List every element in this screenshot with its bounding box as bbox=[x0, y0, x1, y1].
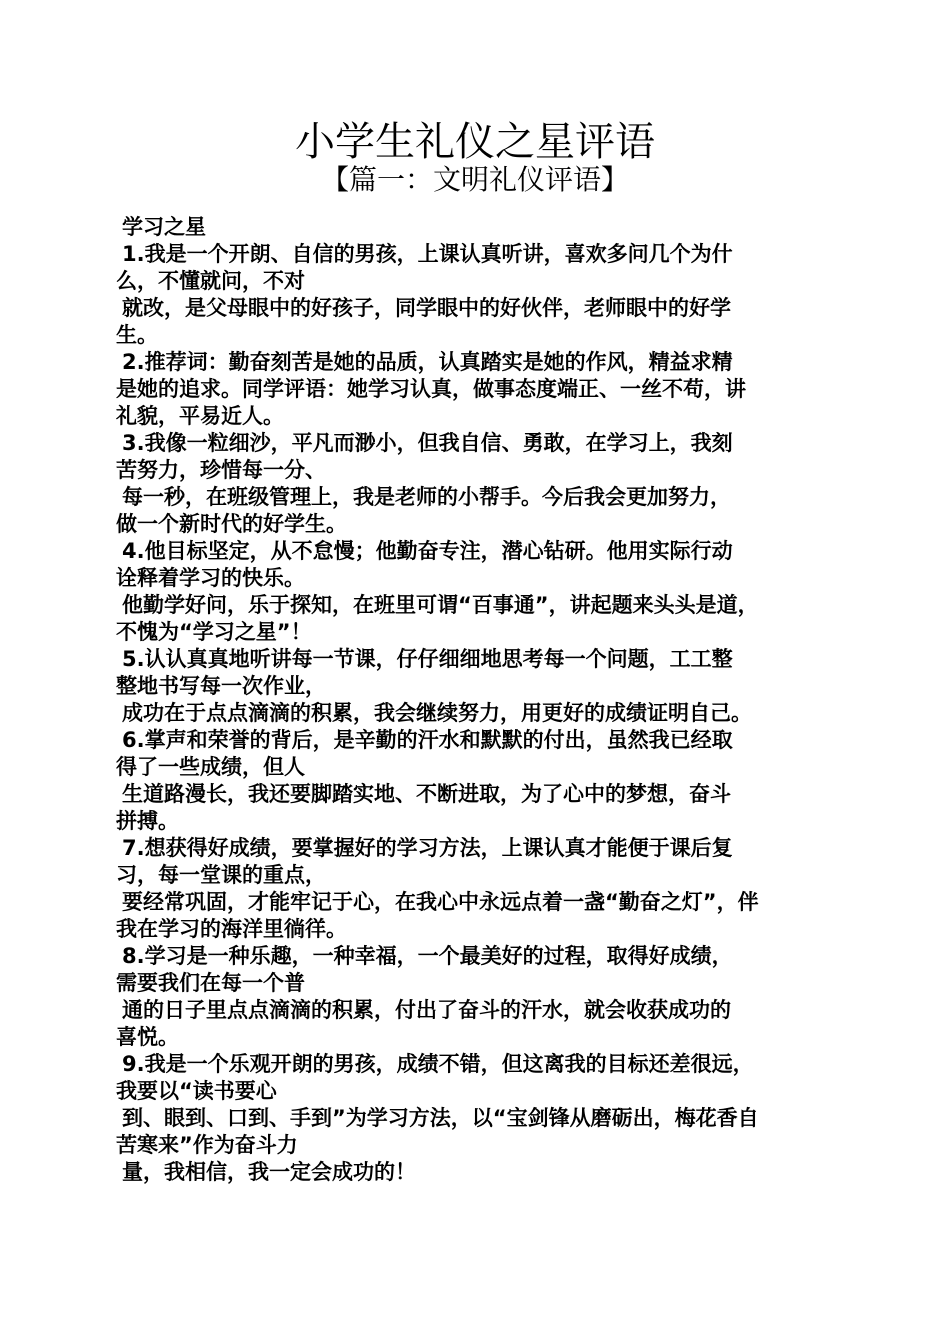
document-title: 小学生礼仪之星评语 bbox=[295, 119, 655, 165]
document-body bbox=[116, 214, 836, 1186]
text-line: 我要以“读书要心 bbox=[116, 1079, 277, 1103]
text-line: 就改，是父母眼中的好孩子，同学眼中的好伙伴，老师眼中的好学 bbox=[122, 296, 731, 320]
text-line: 苦努力，珍惜每一分、 bbox=[116, 458, 326, 482]
text-line: 不愧为“学习之星”！ bbox=[116, 620, 312, 644]
text-line: 他勤学好问，乐于探知，在班里可谓“百事通”，讲起题来头头是道， bbox=[122, 593, 759, 617]
text-line: 生道路漫长，我还要脚踏实地、不断进取，为了心中的梦想，奋斗 bbox=[122, 782, 731, 806]
text-line: 2.推荐词：勤奋刻苦是她的品质，认真踏实是她的作风，精益求精 bbox=[122, 350, 733, 374]
text-line: 5.认认真真地听讲每一节课，仔仔细细地思考每一个问题，工工整 bbox=[122, 647, 733, 671]
text-line: 7.想获得好成绩，要掌握好的学习方法，上课认真才能便于课后复 bbox=[122, 836, 733, 860]
text-line: 是她的追求。同学评语：她学习认真，做事态度端正、一丝不苟，讲 bbox=[116, 377, 746, 401]
text-line: 成功在于点点滴滴的积累，我会继续努力，用更好的成绩证明自己。 bbox=[122, 701, 752, 725]
text-line: 8.学习是一种乐趣，一种幸福，一个最美好的过程，取得好成绩， bbox=[122, 944, 733, 968]
text-line: 要经常巩固，才能牢记于心，在我心中永远点着一盏“勤奋之灯”，伴 bbox=[122, 890, 759, 914]
text-line: 需要我们在每一个普 bbox=[116, 971, 305, 995]
text-line: 做一个新时代的好学生。 bbox=[116, 512, 347, 536]
text-line: 诠释着学习的快乐。 bbox=[116, 566, 305, 590]
text-line: 4.他目标坚定，从不怠慢；他勤奋专注，潜心钻研。他用实际行动 bbox=[122, 539, 733, 563]
text-line: 整地书写每一次作业， bbox=[116, 674, 326, 698]
text-line: 喜悦。 bbox=[116, 1025, 179, 1049]
text-line: 我在学习的海洋里徜徉。 bbox=[116, 917, 347, 941]
text-line: 么，不懂就问，不对 bbox=[116, 269, 305, 293]
text-line: 6.掌声和荣誉的背后，是辛勤的汗水和默默的付出，虽然我已经取 bbox=[122, 728, 733, 752]
text-line: 得了一些成绩，但人 bbox=[116, 755, 305, 779]
text-line: 拼搏。 bbox=[116, 809, 179, 833]
text-line: 量，我相信，我一定会成功的！ bbox=[122, 1160, 416, 1184]
text-line: 习，每一堂课的重点， bbox=[116, 863, 326, 887]
document-subtitle: 【篇一：文明礼仪评语】 bbox=[320, 163, 629, 196]
section-heading: 学习之星 bbox=[122, 215, 206, 239]
text-line: 生。 bbox=[116, 323, 158, 347]
text-line: 9.我是一个乐观开朗的男孩，成绩不错，但这离我的目标还差很远， bbox=[122, 1052, 754, 1076]
text-line: 3.我像一粒细沙，平凡而渺小，但我自信、勇敢，在学习上，我刻 bbox=[122, 431, 733, 455]
text-line: 苦寒来”作为奋斗力 bbox=[116, 1133, 298, 1157]
text-line: 1.我是一个开朗、自信的男孩，上课认真听讲，喜欢多问几个为什 bbox=[122, 242, 733, 266]
text-line: 礼貌，平易近人。 bbox=[116, 404, 284, 428]
text-line: 每一秒，在班级管理上，我是老师的小帮手。今后我会更加努力， bbox=[122, 485, 731, 509]
text-line: 到、眼到、口到、手到”为学习方法，以“宝剑锋从磨砺出，梅花香自 bbox=[122, 1106, 759, 1130]
text-line: 通的日子里点点滴滴的积累，付出了奋斗的汗水，就会收获成功的 bbox=[122, 998, 731, 1022]
